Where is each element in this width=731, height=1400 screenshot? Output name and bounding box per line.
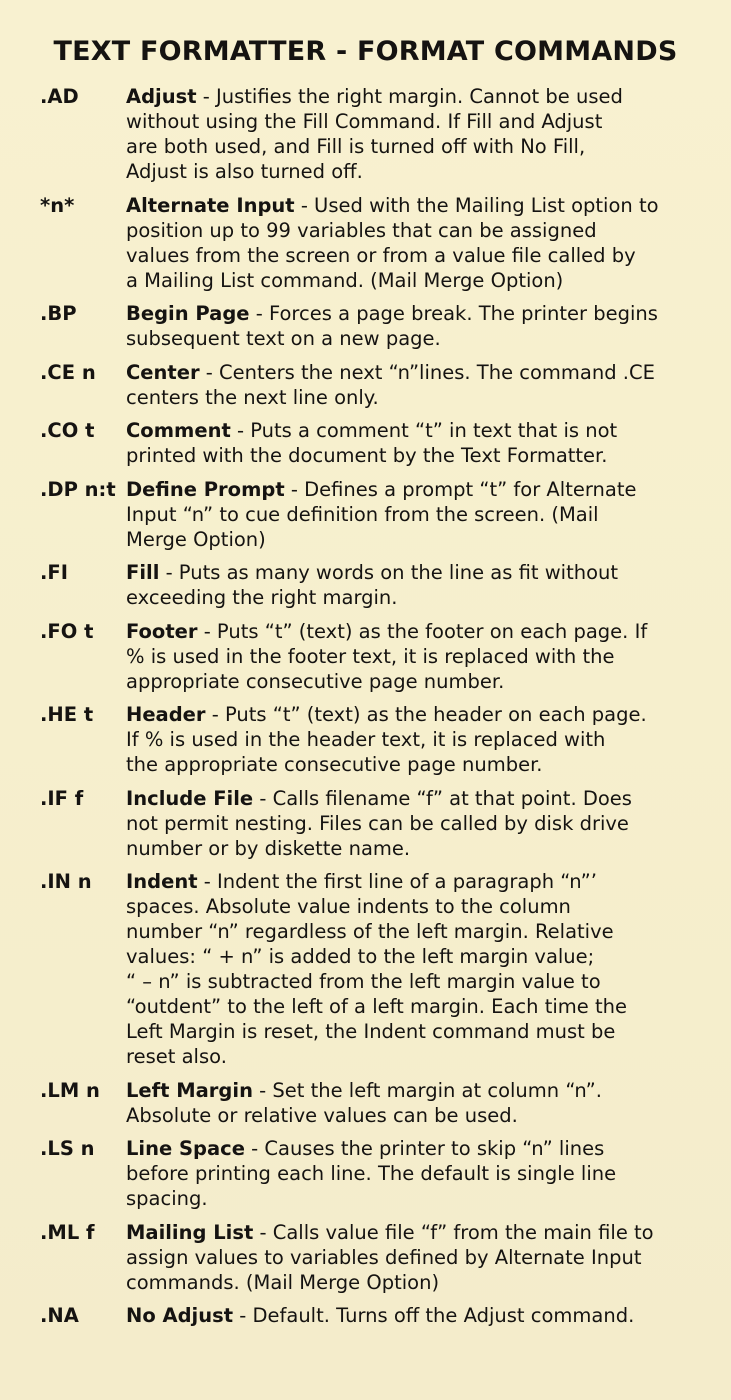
description-first-line xyxy=(126,869,716,894)
command-code: .CO t xyxy=(40,419,95,442)
command-entry xyxy=(40,786,716,861)
page-title: TEXT FORMATTER - FORMAT COMMANDS xyxy=(53,36,678,67)
command-name: Begin Page xyxy=(126,302,250,325)
description-line: assign values to variables defined by Alternate Input xyxy=(126,1245,642,1269)
command-name: Header xyxy=(126,703,206,726)
description-line: the appropriate consecutive page number. xyxy=(126,753,543,776)
command-summary: - Causes the printer to skip “n” lines xyxy=(244,1137,605,1160)
command-entry xyxy=(40,301,716,351)
command-description xyxy=(126,560,716,610)
description-line: printed with the document by the Text Formatter. xyxy=(126,444,608,467)
command-code: .FI xyxy=(40,561,68,584)
command-name: Indent xyxy=(126,870,198,893)
description-first-line xyxy=(126,1220,716,1245)
description-first-line xyxy=(126,301,716,326)
command-code: .LS n xyxy=(40,1137,95,1160)
description-line: Absolute or relative values can be used. xyxy=(126,1103,518,1127)
command-code: .HE t xyxy=(40,703,94,726)
command-summary: - Defines a prompt “t” for Alternate xyxy=(284,477,637,501)
description-line: exceeding the right margin. xyxy=(126,586,398,609)
command-code: .AD xyxy=(40,85,79,108)
command-description xyxy=(126,1078,716,1128)
command-name: Left Margin xyxy=(126,1078,253,1102)
command-code: .IN n xyxy=(40,870,92,893)
command-description xyxy=(126,418,716,468)
description-line: % is used in the footer text, it is replaced with the xyxy=(126,644,615,668)
description-first-line xyxy=(126,193,716,218)
command-entry xyxy=(40,1078,716,1128)
command-summary: - Puts as many words on the line as fit without xyxy=(159,561,619,584)
description-line: Adjust is also turned off. xyxy=(126,160,363,183)
command-entry xyxy=(40,84,716,184)
command-description xyxy=(126,619,716,694)
command-name: Comment xyxy=(126,419,231,442)
command-summary: - Forces a page break. The printer begins xyxy=(249,302,658,325)
command-entry xyxy=(40,1220,716,1295)
command-summary: - Set the left margin at column “n”. xyxy=(252,1078,602,1102)
command-summary: - Justifies the right margin. Cannot be used xyxy=(196,85,623,108)
description-first-line xyxy=(126,786,716,811)
description-first-line xyxy=(126,1136,716,1161)
command-name: Mailing List xyxy=(126,1220,254,1244)
command-code: .LM n xyxy=(40,1078,100,1102)
command-entry xyxy=(40,869,716,1069)
command-description xyxy=(126,193,716,293)
command-summary: - Puts “t” (text) as the header on each page. xyxy=(205,703,647,726)
description-line: not permit nesting. Files can be called by disk drive xyxy=(126,811,629,835)
description-line: without using the Fill Command. If Fill and Adjust xyxy=(126,110,603,133)
description-line: number “n” regardless of the left margin. Relative xyxy=(126,920,614,943)
description-line: “ – n” is subtracted from the left margin value to xyxy=(126,970,601,993)
command-code: .IF f xyxy=(40,786,84,810)
command-entry xyxy=(40,477,716,552)
description-first-line xyxy=(126,418,716,443)
command-description xyxy=(126,477,716,552)
command-description xyxy=(126,786,716,861)
command-name: Define Prompt xyxy=(126,477,285,501)
command-code: .NA xyxy=(40,1304,79,1327)
command-name: Adjust xyxy=(126,85,197,108)
description-line: position up to 99 variables that can be assigned xyxy=(126,218,597,242)
command-description xyxy=(126,702,716,777)
description-first-line xyxy=(126,1303,716,1328)
command-description xyxy=(126,84,716,184)
command-description xyxy=(126,869,716,1069)
description-line: Merge Option) xyxy=(126,527,266,551)
description-line: before printing each line. The default is single line xyxy=(126,1162,617,1185)
command-description xyxy=(126,1220,716,1295)
command-summary: - Calls filename “f” at that point. Does xyxy=(253,786,632,810)
description-line: centers the next line only. xyxy=(126,385,379,409)
command-code: .ML f xyxy=(40,1220,95,1244)
command-summary: - Used with the Mailing List option to xyxy=(294,193,659,217)
command-description xyxy=(126,301,716,351)
command-summary: - Puts a comment “t” in text that is not xyxy=(230,419,618,442)
command-summary: - Puts “t” (text) as the footer on each page. If xyxy=(197,619,648,643)
command-description xyxy=(126,360,716,410)
description-line: spacing. xyxy=(126,1187,208,1210)
command-entry xyxy=(40,702,716,777)
description-first-line xyxy=(126,702,716,727)
command-entry xyxy=(40,360,716,410)
command-entry xyxy=(40,1136,716,1211)
command-name: Line Space xyxy=(126,1137,245,1160)
command-description xyxy=(126,1303,716,1328)
description-line: are both used, and Fill is turned off with No Fill, xyxy=(126,135,586,158)
description-first-line xyxy=(126,1078,716,1103)
command-code: .DP n:t xyxy=(40,477,116,501)
command-summary: - Calls value file “f” from the main file to xyxy=(253,1220,654,1244)
description-line: If % is used in the header text, it is replaced with xyxy=(126,728,606,751)
command-name: Footer xyxy=(126,619,198,643)
description-line: Left Margin is reset, the Indent command must be xyxy=(126,1020,616,1043)
description-first-line xyxy=(126,360,716,385)
command-name: Fill xyxy=(126,561,160,584)
command-entry xyxy=(40,193,716,293)
command-list xyxy=(40,84,716,1337)
command-name: Alternate Input xyxy=(126,193,295,217)
command-name: No Adjust xyxy=(126,1304,234,1327)
command-code: .FO t xyxy=(40,619,94,643)
description-first-line xyxy=(126,477,716,502)
command-entry xyxy=(40,418,716,468)
description-line: subsequent text on a new page. xyxy=(126,327,441,350)
description-line: reset also. xyxy=(126,1045,227,1068)
description-line: a Mailing List command. (Mail Merge Option) xyxy=(126,268,564,292)
description-first-line xyxy=(126,84,716,109)
command-name: Center xyxy=(126,360,200,384)
command-code: .BP xyxy=(40,302,77,325)
command-name: Include File xyxy=(126,786,254,810)
description-first-line xyxy=(126,560,716,585)
description-line: appropriate consecutive page number. xyxy=(126,669,505,693)
command-summary: - Centers the next “n”lines. The command .CE xyxy=(199,360,655,384)
command-code: *n* xyxy=(40,193,75,217)
description-line: spaces. Absolute value indents to the column xyxy=(126,895,571,918)
description-line: commands. (Mail Merge Option) xyxy=(126,1270,440,1294)
description-line: number or by diskette name. xyxy=(126,836,411,860)
description-line: values: “ + n” is added to the left margin value; xyxy=(126,945,595,968)
command-summary: - Default. Turns off the Adjust command. xyxy=(233,1304,635,1327)
command-description xyxy=(126,1136,716,1211)
command-code: .CE n xyxy=(40,360,96,384)
command-entry xyxy=(40,1303,716,1328)
description-line: “outdent” to the left of a left margin. Each time the xyxy=(126,995,627,1018)
description-first-line xyxy=(126,619,716,644)
description-line: Input “n” to cue definition from the screen. (Mail xyxy=(126,502,599,526)
command-summary: - Indent the first line of a paragraph “n”’ xyxy=(197,870,597,893)
command-entry xyxy=(40,560,716,610)
command-entry xyxy=(40,619,716,694)
description-line: values from the screen or from a value file called by xyxy=(126,243,636,267)
